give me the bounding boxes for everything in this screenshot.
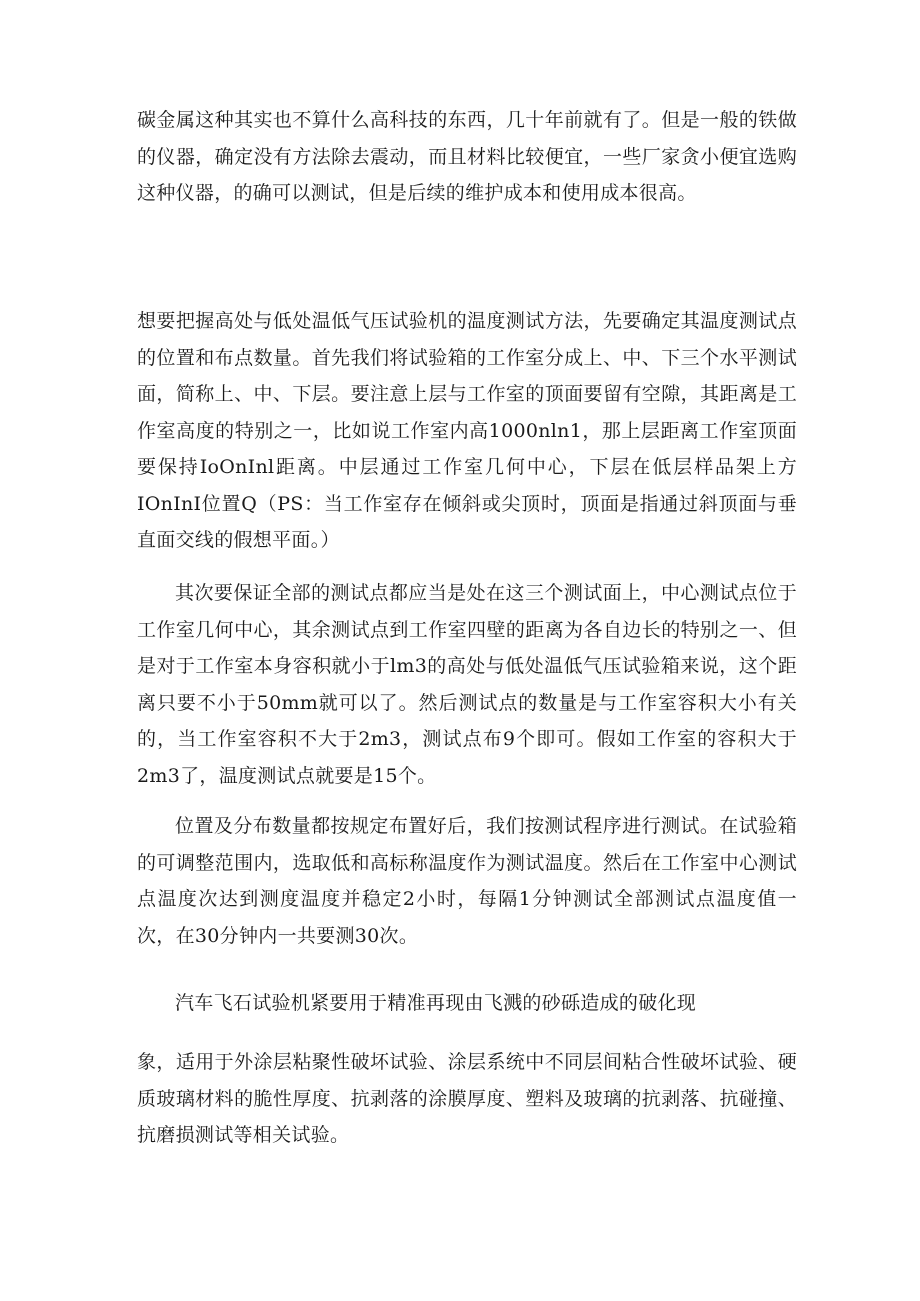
paragraph-cost-note: 碳金属这种其实也不算什么高科技的东西，几十年前就有了。但是一般的铁做的仪器，确定没有方法除去震动，而且材料比较便宜，一些厂家贪小便宜选购这种仪器，的确可以测试，但是后续的维护成本和使用成本很高。 bbox=[137, 109, 797, 204]
paragraph-stone-chip-intro: 汽车飞石试验机紧要用于精准再现由飞溅的砂砾造成的破化现 bbox=[175, 992, 697, 1014]
paragraph-test-point-count: 其次要保证全部的测试点都应当是处在这三个测试面上，中心测试点位于工作室几何中心，其余测试点到工作室四壁的距离为各自边长的特别之一、但是对于工作室本身容积就小于lm3的高处与低处温低气压试验箱来说，这个距离只要不小于50mm就可以了。然后测试点的数量是与工作室容积大小有关的，当工作室容积不大于2m3，测试点布9个即可。假如工作室的容积大于2m3了，温度测试点就要是15个。 bbox=[137, 582, 797, 787]
paragraph-test-point-position: 想要把握高处与低处温低气压试验机的温度测试方法，先要确定其温度测试点的位置和布点数量。首先我们将试验箱的工作室分成上、中、下三个水平测试面，简称上、中、下层。要注意上层与工作室的顶面要留有空隙，其距离是工作室高度的特别之一，比如说工作室内高1000nln1，那上层距离工作室顶面要保持IoOnInl距离。中层通过工作室几何中心，下层在低层样品架上方IOnInI位置Q（PS：当工作室存在倾斜或尖顶时，顶面是指通过斜顶面与垂直面交线的假想平面。） bbox=[137, 310, 797, 551]
paragraph-stone-chip-applications: 象，适用于外涂层粘聚性破坏试验、涂层系统中不同层间粘合性破坏试验、硬质玻璃材料的脆性厚度、抗剥落的涂膜厚度、塑料及玻璃的抗剥落、抗碰撞、抗磨损测试等相关试验。 bbox=[137, 1051, 797, 1146]
paragraph-test-procedure: 位置及分布数量都按规定布置好后，我们按测试程序进行测试。在试验箱的可调整范围内，选取低和高标称温度作为测试温度。然后在工作室中心测试点温度次达到测度温度并稳定2小时，每隔1分钟测试全部测试点温度值一次，在30分钟内一共要测30次。 bbox=[137, 815, 797, 947]
